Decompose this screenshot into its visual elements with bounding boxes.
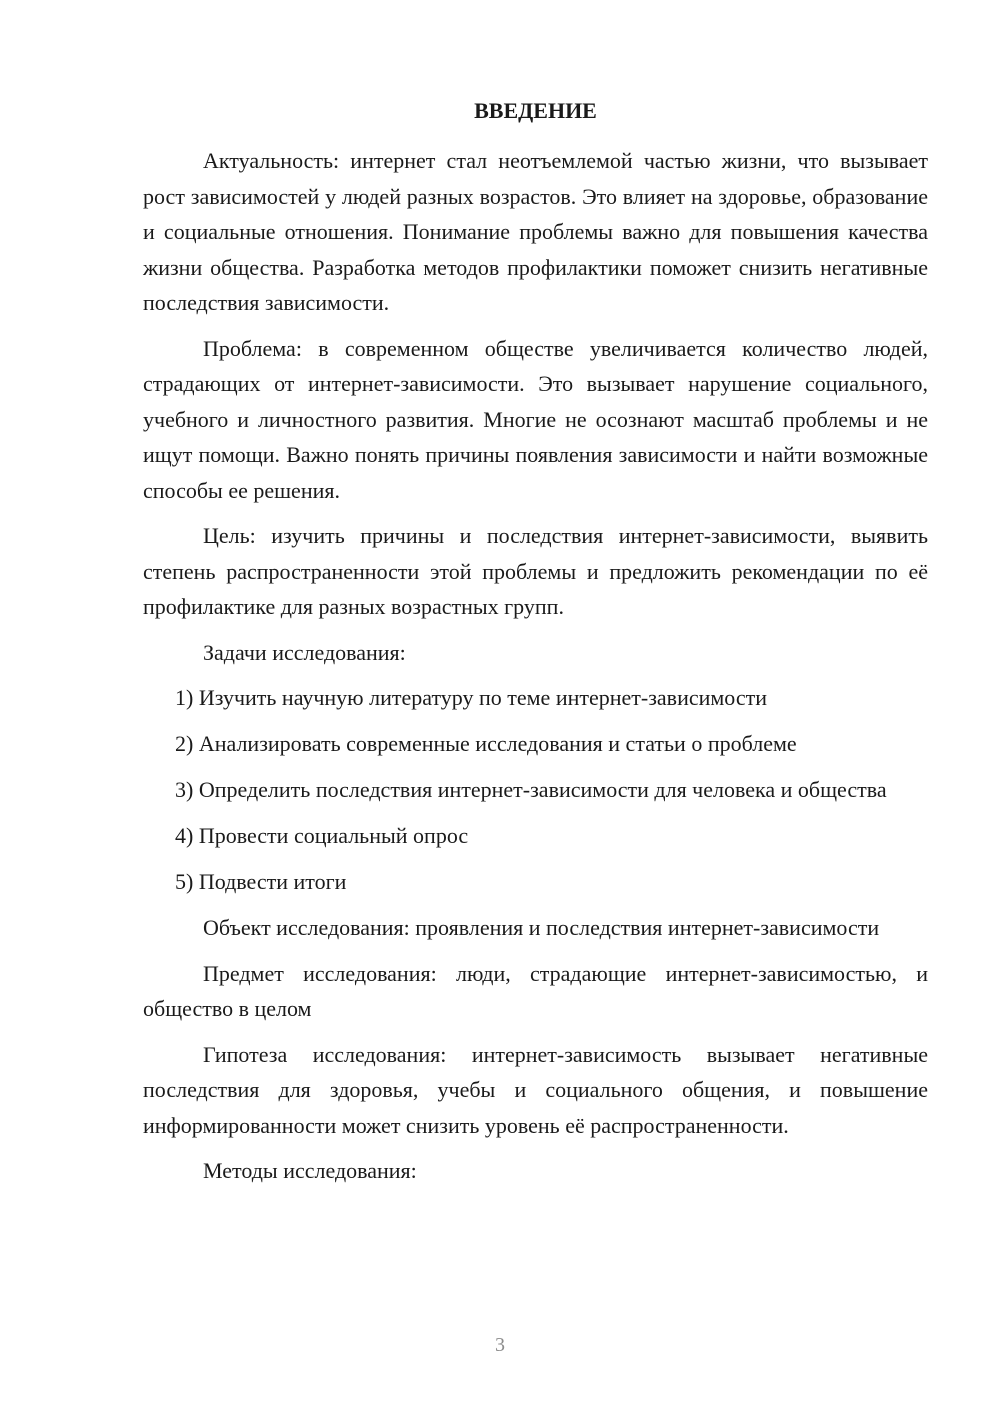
task-item-2: 2) Анализировать современные исследования и статьи о проблеме [175, 731, 797, 756]
methods-heading: Методы исследования: [203, 1158, 417, 1183]
task-item-5: 5) Подвести итоги [175, 869, 347, 894]
subject-paragraph: Предмет исследования: люди, страдающие интернет-зависимостью, и общество в целом [143, 960, 928, 1021]
object-paragraph: Объект исследования: проявления и последствия интернет-зависимости [203, 915, 880, 940]
relevance-paragraph: Актуальность: интернет стал неотъемлемой частью жизни, что вызывает рост зависимостей у людей разных возрастов. Это влияет на здоровье, образование и социальные отношения. Понимание проблемы важно для повышения качества жизни общества. Разработка методов профилактики поможет снизить негативные последствия зависимости. [143, 148, 928, 315]
document-body [143, 143, 928, 1199]
page-number: 3 [495, 1334, 505, 1356]
task-item-4: 4) Провести социальный опрос [175, 823, 469, 848]
section-title: ВВЕДЕНИЕ [474, 98, 597, 123]
task-item-1: 1) Изучить научную литературу по теме интернет-зависимости [175, 685, 768, 710]
problem-paragraph: Проблема: в современном обществе увеличивается количество людей, страдающих от интернет-зависимости. Это вызывает нарушение социального, учебного и личностного развития. Многие не осознают масштаб проблемы и не ищут помощи. Важно понять причины появления зависимости и найти возможные способы ее решения. [143, 335, 928, 503]
task-item-3: 3) Определить последствия интернет-зависимости для человека и общества [175, 777, 887, 802]
tasks-heading: Задачи исследования: [203, 639, 406, 665]
hypothesis-paragraph: Гипотеза исследования: интернет-зависимость вызывает негативные последствия для здоровья, учебы и социального общения, и повышение информированности может снизить уровень её распространенности. [143, 1041, 928, 1138]
goal-paragraph: Цель: изучить причины и последствия интернет-зависимости, выявить степень распространенности этой проблемы и предложить рекомендации по её профилактике для разных возрастных групп. [143, 523, 928, 619]
